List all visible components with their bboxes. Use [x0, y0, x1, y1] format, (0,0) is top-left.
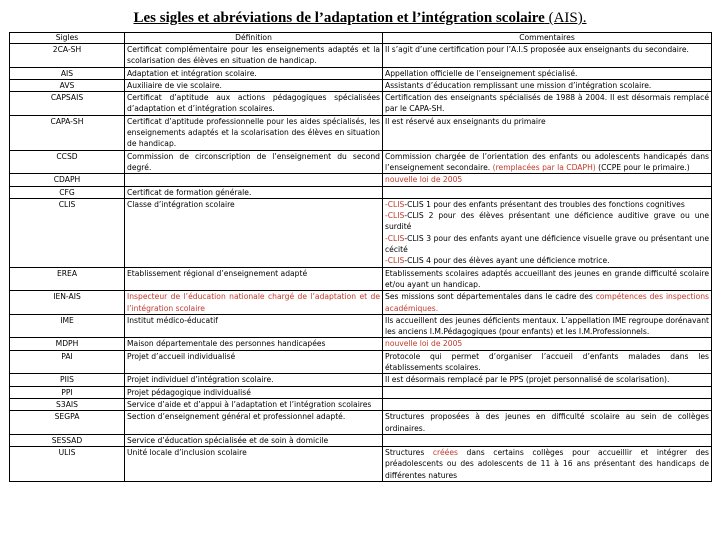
sigle-cell: IME [10, 314, 125, 338]
table-row [10, 398, 712, 410]
table-row [10, 338, 712, 350]
clis-prefix: -CLIS [385, 256, 405, 266]
clis-text: -CLIS 2 pour des élèves présentant une déficience auditive grave ou une surdité [385, 211, 709, 232]
clis-item [385, 199, 709, 210]
clis-text: -CLIS 3 pour des enfants ayant une déficience visuelle grave ou présentant une cécité [385, 233, 709, 255]
definition-cell: Projet d’accueil individualisé [125, 350, 383, 374]
comment-cell: Structures proposées à des jeunes en difficulté scolaire au sein de collèges ordinaires. [383, 411, 712, 435]
comment-cell [383, 291, 712, 315]
acronym-table [9, 32, 712, 482]
table-row [10, 350, 712, 374]
comment-tail: dans certains collèges pour accueillir et intégrer des préadolescents ou des adolescents de 11 à 16 ans présentant des handicaps de différentes natures [385, 448, 709, 480]
comment-cell: Assistants d’éducation remplissant une mission d’intégration scolaire. [383, 79, 712, 91]
clis-prefix: -CLIS [385, 233, 405, 243]
comment-cell: Il est désormais remplacé par le PPS (projet personnalisé de scolarisation). [383, 374, 712, 386]
comment-cell [383, 434, 712, 446]
sigle-cell: PAI [10, 350, 125, 374]
definition-cell: Certificat complémentaire pour les enseignements adaptés et la scolarisation des élèves en situation de handicap. [125, 44, 383, 68]
table-row [10, 67, 712, 79]
clis-item [385, 255, 709, 266]
comment-cell: Il s’agit d’une certification pour l’A.I.S proposée aux enseignants du secondaire. [383, 44, 712, 68]
table-row [10, 434, 712, 446]
comment-cell [383, 186, 712, 198]
definition-cell: Unité locale d’inclusion scolaire [125, 447, 383, 482]
definition-cell: Certificat de formation générale. [125, 186, 383, 198]
page-title [0, 10, 720, 27]
sigle-cell: CFG [10, 186, 125, 198]
definition-cell: Auxiliaire de vie scolaire. [125, 79, 383, 91]
header-sigles: Sigles [10, 33, 125, 44]
definition-cell: Projet individuel d’intégration scolaire. [125, 374, 383, 386]
definition-cell: Commission de circonscription de l’enseignement du second degré. [125, 150, 383, 174]
comment-cell [383, 198, 712, 267]
sigle-cell: AVS [10, 79, 125, 91]
comment-cell [383, 386, 712, 398]
clis-item [385, 233, 709, 256]
clis-prefix: -CLIS [385, 211, 405, 221]
definition-cell: Projet pédagogique individualisé [125, 386, 383, 398]
comment-cell: Appellation officielle de l’enseignement spécialisé. [383, 67, 712, 79]
table-row [10, 291, 712, 315]
table-row [10, 198, 712, 267]
comment-text: Structures [385, 448, 425, 458]
sigle-cell: CAPA-SH [10, 115, 125, 150]
sigle-cell: CDAPH [10, 174, 125, 186]
sigle-cell: PIIS [10, 374, 125, 386]
sigle-cell: MDPH [10, 338, 125, 350]
comment-cell [383, 150, 712, 174]
sigle-cell: EREA [10, 267, 125, 291]
comment-tail: (CCPE pour le primaire.) [595, 162, 690, 172]
table-row [10, 150, 712, 174]
table-row [10, 386, 712, 398]
definition-cell: Classe d’intégration scolaire [125, 198, 383, 267]
clis-item [385, 210, 709, 233]
comment-text: Commission chargée de l’orientation des enfants ou adolescents handicapés dans l’enseignement secondaire. [385, 151, 709, 172]
comment-cell: Protocole qui permet d’organiser l’accueil d’enfants malades dans les établissements scolaires. [383, 350, 712, 374]
sigle-cell: S3AIS [10, 398, 125, 410]
sigle-cell: CCSD [10, 150, 125, 174]
table-row [10, 374, 712, 386]
definition-cell: Service d’aide et d’appui à l’adaptation et l’intégration scolaires [125, 398, 383, 410]
table-row [10, 186, 712, 198]
table-row [10, 447, 712, 482]
sigle-cell: PPI [10, 386, 125, 398]
comment-text: Ses missions sont départementales dans le cadre des [385, 292, 593, 302]
table-row [10, 314, 712, 338]
header-commentaires: Commentaires [383, 33, 712, 44]
sigle-cell: SEGPA [10, 411, 125, 435]
table-row [10, 267, 712, 291]
sigle-cell: CAPSAIS [10, 92, 125, 116]
table-header-row [10, 33, 712, 44]
definition-cell: Institut médico-éducatif [125, 314, 383, 338]
sigle-cell: CLIS [10, 198, 125, 267]
table-row [10, 411, 712, 435]
definition-cell: Certificat d’aptitude professionnelle pour les aides spécialisés, les enseignements adaptés et la scolarisation des élèves en situation de handicap. [125, 115, 383, 150]
definition-cell: Service d’éducation spécialisée et de soin à domicile [125, 434, 383, 446]
definition-cell: Inspecteur de l’éducation nationale chargé de l’adaptation et de l’intégration scolaire [125, 291, 383, 315]
comment-cell: nouvelle loi de 2005 [383, 174, 712, 186]
comment-cell [383, 398, 712, 410]
comment-highlight: créées [424, 448, 458, 458]
comment-highlight: compétences des inspections académiques. [385, 292, 710, 313]
table-row [10, 44, 712, 68]
definition-cell: Adaptation et intégration scolaire. [125, 67, 383, 79]
comment-highlight: (remplacées par la CDAPH) [490, 162, 596, 172]
table-row [10, 174, 712, 186]
comment-cell: Ils accueillent des jeunes déficients mentaux. L’appellation IME regroupe dorénavant les anciens I.M.Pédagogiques (pour enfants) et les I.M.Professionnels. [383, 314, 712, 338]
comment-cell: Il est réservé aux enseignants du primaire [383, 115, 712, 150]
table-row [10, 115, 712, 150]
sigle-cell: IEN-AIS [10, 291, 125, 315]
sigle-cell: SESSAD [10, 434, 125, 446]
clis-text: -CLIS 4 pour des élèves ayant une déficience motrice. [404, 256, 610, 266]
definition-cell: Certificat d’aptitude aux actions pédagogiques spécialisées d’adaptation et d’intégration scolaires. [125, 92, 383, 116]
clis-prefix: -CLIS [385, 199, 405, 209]
table-row [10, 92, 712, 116]
sigle-cell: 2CA-SH [10, 44, 125, 68]
sigle-cell: ULIS [10, 447, 125, 482]
comment-cell [383, 447, 712, 482]
definition-cell: Section d’enseignement général et professionnel adapté. [125, 411, 383, 435]
table-row [10, 79, 712, 91]
comment-cell: nouvelle loi de 2005 [383, 338, 712, 350]
comment-cell: Etablissements scolaires adaptés accueillant des jeunes en grande difficulté scolaire et/ou ayant un handicap. [383, 267, 712, 291]
header-definition: Définition [125, 33, 383, 44]
title-main: Les sigles et abréviations de l’adaptation et l’intégration scolaire [133, 10, 545, 26]
clis-text: -CLIS 1 pour des enfants présentant des troubles des fonctions cognitives [404, 199, 685, 209]
definition-cell: Maison départementale des personnes handicapées [125, 338, 383, 350]
sigle-cell: AIS [10, 67, 125, 79]
definition-cell [125, 174, 383, 186]
title-paren: (AIS). [544, 10, 587, 26]
definition-cell: Etablissement régional d’enseignement adapté [125, 267, 383, 291]
comment-cell: Certification des enseignants spécialisés de 1988 à 2004. Il est désormais remplacé par le CAPA-SH. [383, 92, 712, 116]
